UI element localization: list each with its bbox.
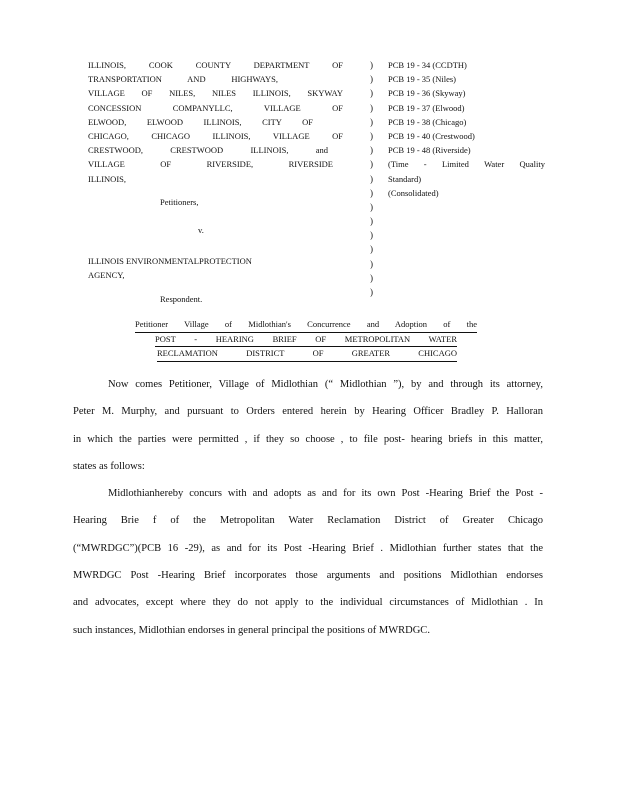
paragraph-line: (“MWRDGC”)(PCB 16 -29), as and for its Post -Hearing Brief . Midlothian further states that the — [73, 542, 543, 554]
case-number-line: PCB 19 - 35 (Niles) — [388, 74, 456, 85]
paren: ) — [370, 272, 373, 283]
paren: ) — [370, 287, 373, 297]
paren: ) — [370, 130, 373, 141]
paragraph-line: Hearing Brie f of the Metropolitan Water Reclamation District of Greater Chicago — [73, 515, 543, 527]
caption-line: TRANSPORTATION AND HIGHWAYS, — [88, 74, 278, 85]
case-number-line: PCB 19 - 34 (CCDTH) — [388, 60, 467, 70]
caption-petitioners — [88, 58, 343, 186]
paren: ) — [370, 74, 373, 85]
caption-line: ELWOOD, ELWOOD ILLINOIS, CITY OF — [88, 116, 313, 127]
versus-label: v. — [198, 225, 204, 235]
paren: ) — [370, 258, 373, 269]
paren: ) — [370, 187, 373, 198]
title-line: RECLAMATION DISTRICT OF GREATER CHICAGO — [157, 347, 457, 362]
caption-respondent — [88, 254, 252, 282]
petitioners-label: Petitioners, — [160, 197, 199, 207]
paragraph-line: and advocates, except where they do not apply to the individual circumstances of Midlothian . In — [73, 597, 543, 609]
paragraph — [73, 371, 543, 480]
case-number-line: PCB 19 - 36 (Skyway) — [388, 88, 466, 99]
paren: ) — [370, 159, 373, 170]
case-number-line: (Consolidated) — [388, 187, 439, 198]
respondent-label: Respondent. — [160, 294, 203, 304]
caption-line: AGENCY, — [88, 270, 125, 281]
paren: ) — [370, 88, 373, 99]
paragraph-line: in which the parties were permitted , if they so choose , to file post- hearing briefs in this matter, — [73, 433, 543, 445]
paren: ) — [370, 201, 373, 212]
case-number-line: Standard) — [388, 173, 422, 184]
case-number-line: PCB 19 - 48 (Riverside) — [388, 145, 471, 156]
caption-line: VILLAGE OF RIVERSIDE, RIVERSIDE — [88, 159, 333, 170]
paren: ) — [370, 116, 373, 127]
paren: ) — [370, 102, 373, 113]
paragraph-line: Now comes Petitioner, Village of Midlothian (“ Midlothian ”), by and through its attorney, — [108, 379, 543, 390]
document-title — [135, 318, 477, 362]
paren: ) — [370, 145, 373, 156]
paren: ) — [370, 60, 373, 70]
case-number-line: PCB 19 - 38 (Chicago) — [388, 116, 467, 127]
paragraph-line: Midlothianhereby concurs with and adopts as and for its own Post -Hearing Brief the Post - — [108, 488, 543, 500]
caption-parentheses — [370, 58, 380, 299]
document-body — [73, 371, 543, 644]
paragraph-line: states as follows: — [73, 460, 145, 472]
caption-line: CRESTWOOD, CRESTWOOD ILLINOIS, and — [88, 145, 328, 156]
caption-line: ILLINOIS, COOK COUNTY DEPARTMENT OF — [88, 60, 343, 70]
caption-line: ILLINOIS, — [88, 173, 127, 184]
paren: ) — [370, 230, 373, 241]
caption-line: CHICAGO, CHICAGO ILLINOIS, VILLAGE OF — [88, 130, 343, 141]
case-number-line: PCB 19 - 40 (Crestwood) — [388, 130, 475, 141]
title-line: Petitioner Village of Midlothian's Concurrence and Adoption of the — [135, 318, 477, 333]
paren: ) — [370, 173, 373, 184]
caption-line: ILLINOIS ENVIRONMENTALPROTECTION — [88, 256, 252, 266]
case-number-line: PCB 19 - 37 (Elwood) — [388, 102, 465, 113]
paragraph-line: MWRDGC Post -Hearing Brief incorporates those arguments and positions Midlothian endorses — [73, 570, 543, 582]
caption-line: VILLAGE OF NILES, NILES ILLINOIS, SKYWAY — [88, 88, 343, 99]
paren: ) — [370, 244, 373, 255]
caption-line: CONCESSION COMPANYLLC, VILLAGE OF — [88, 102, 343, 113]
paragraph — [73, 480, 543, 644]
title-line: POST - HEARING BRIEF OF METROPOLITAN WATER — [155, 333, 457, 348]
paren: ) — [370, 216, 373, 227]
paragraph-line: such instances, Midlothian endorses in general principal the positions of MWRDGC. — [73, 624, 430, 636]
paragraph-line: Peter M. Murphy, and pursuant to Orders entered herein by Hearing Officer Bradley P. Halloran — [73, 406, 543, 418]
caption-case-numbers — [388, 58, 545, 200]
case-number-line: (Time - Limited Water Quality — [388, 159, 545, 170]
